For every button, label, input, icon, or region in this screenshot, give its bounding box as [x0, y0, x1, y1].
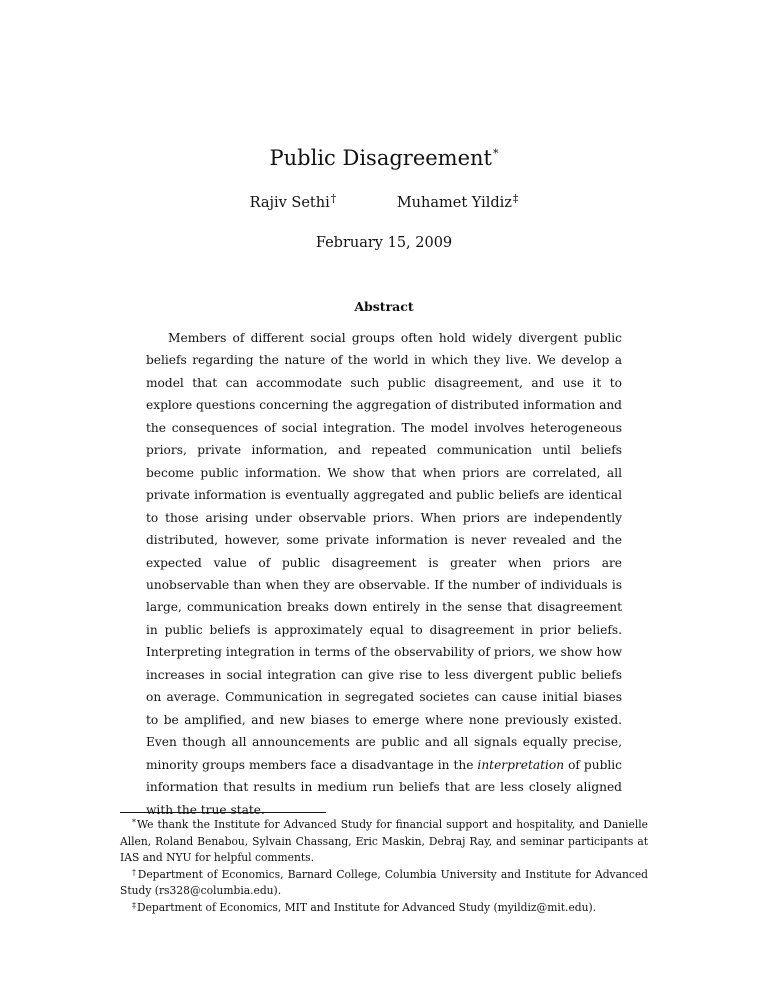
footnote-acknowledgments	[120, 817, 648, 867]
paper-title	[0, 144, 768, 172]
abstract-emphasis: interpretation	[477, 757, 565, 772]
author-footnote-mark: ‡	[512, 192, 519, 205]
author-sethi	[250, 193, 337, 213]
footnote-divider	[120, 812, 326, 813]
author-name: Rajiv Sethi	[249, 195, 330, 211]
footnote-mark: *	[132, 818, 136, 827]
abstract-heading: Abstract	[354, 299, 414, 314]
paper-date: February 15, 2009	[315, 235, 453, 251]
footnote-text: We thank the Institute for Advanced Study for financial support and hospitality, and Danielle Allen, Roland Benabou, Sylvain Chassang, Eric Maskin, Debraj Ray, and seminar participants at IAS and NYU for helpful comments.	[120, 818, 648, 864]
footnote-sethi-affiliation	[120, 867, 648, 900]
author-yildiz	[397, 193, 519, 213]
footnote-mark: †	[132, 867, 137, 877]
footnotes	[120, 817, 648, 916]
footnote-yildiz-affiliation	[120, 900, 648, 917]
footnote-mark: ‡	[132, 900, 136, 910]
author-name: Muhamet Yildiz	[396, 195, 512, 211]
title-footnote-mark: *	[492, 147, 499, 160]
footnote-text: Department of Economics, Barnard College, Columbia University and Institute for Advanced Study (rs328@columbia.edu).	[120, 867, 648, 897]
footnote-text: Department of Economics, MIT and Institute for Advanced Study (myildiz@mit.edu).	[137, 900, 597, 914]
abstract-text-part-1: Members of different social groups often hold widely divergent public beliefs regarding the nature of the world in which they live. We develop a model that can accommodate such public disagreement, and use it to explore questions concerning the aggregation of distributed information and the consequences of social integration. The model involves heterogeneous priors, private information, and repeated communication until beliefs become public information. We show that when priors are correlated, all private information is eventually aggregated and public beliefs are identical to those arising under observable priors. When priors are independently distributed, however, some private information is never revealed and the expected value of public disagreement is greater when priors are unobservable than when they are observable. If the number of individuals is large, communication breaks down entirely in the sense that disagreement in public beliefs is approximately equal to disagreement in prior beliefs. Interpreting integration in terms of the observability of priors, we show how increases in social integration can give rise to less divergent public beliefs on average. Communication in segregated societes can cause initial biases to be amplified, and new biases to emerge where none previously existed. Even though all announcements are public and all signals equally precise, minority groups members face a disadvantage in the	[146, 331, 622, 772]
author-list	[0, 193, 768, 213]
abstract-text-part-2: of public information that results in medium run beliefs that are less closely aligned with the true state.	[146, 757, 623, 817]
abstract-body	[146, 327, 622, 821]
author-footnote-mark: †	[330, 192, 337, 205]
paper-title-text: Public Disagreement	[269, 146, 492, 170]
